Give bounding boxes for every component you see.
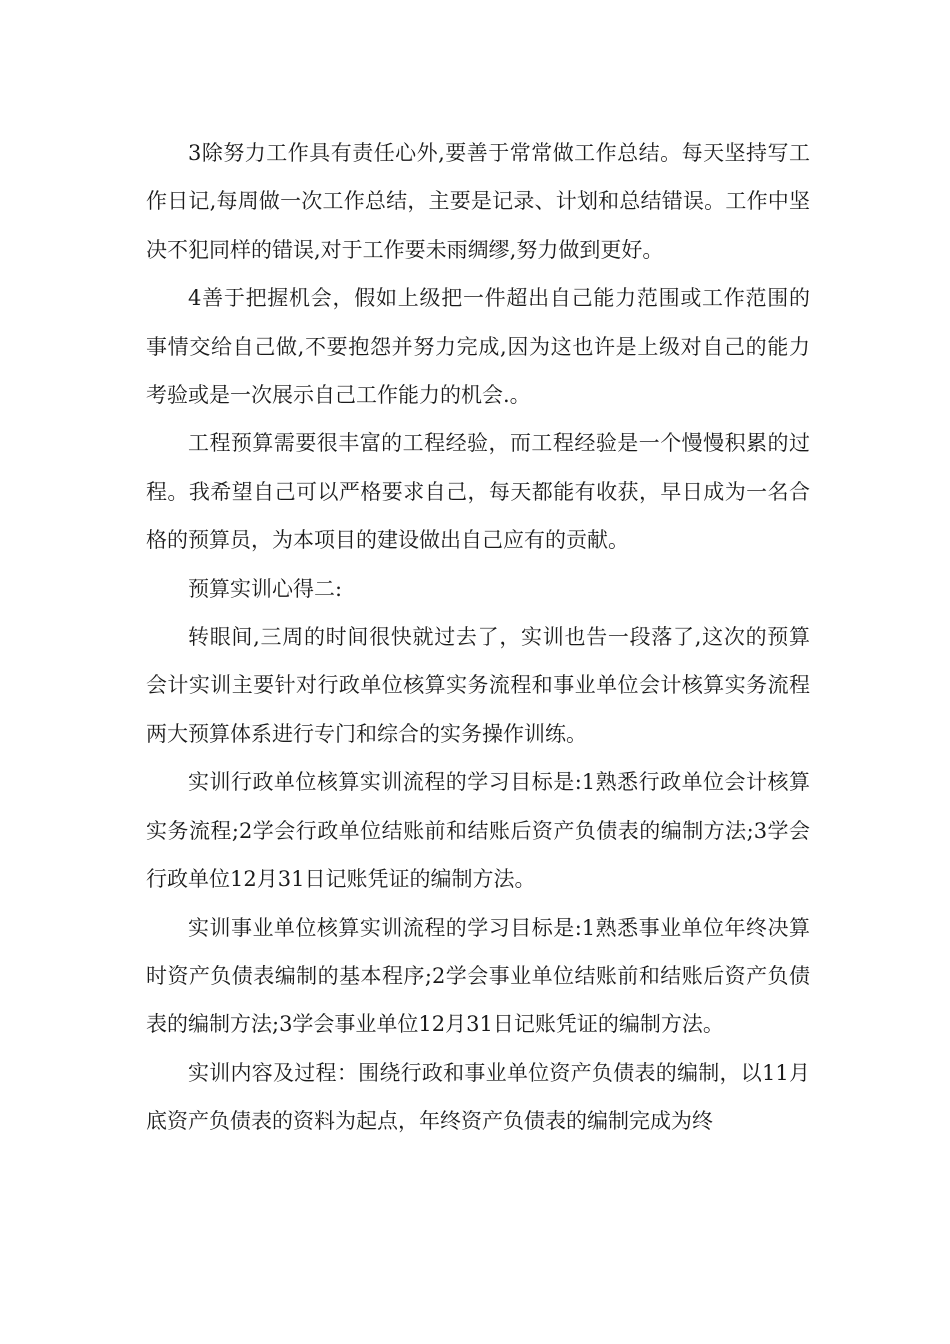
paragraph-admin-unit-goals: 实训行政单位核算实训流程的学习目标是:1熟悉行政单位会计核算实务流程;2学会行政单位结账前和结账后资产负债表的编制方法;3学会行政单位12月31日记账凭证的编制方法。 bbox=[146, 770, 810, 892]
paragraph-seize-opportunity: 4善于把握机会，假如上级把一件超出自己能力范围或工作范围的事情交给自己做,不要抱怨并努力完成,因为这也许是上级对自己的能力考验或是一次展示自己工作能力的机会.。 bbox=[146, 286, 810, 408]
paragraph-training-content: 实训内容及过程：围绕行政和事业单位资产负债表的编制，以11月底资产负债表的资料为起点，年终资产负债表的编制完成为终 bbox=[146, 1060, 810, 1134]
paragraph-training-overview: 转眼间,三周的时间很快就过去了，实训也告一段落了,这次的预算会计实训主要针对行政单位核算实务流程和事业单位会计核算实务流程两大预算体系进行专门和综合的实务操作训练。 bbox=[146, 625, 810, 746]
document-body bbox=[146, 129, 810, 1146]
section-heading-reflection-two: 预算实训心得二: bbox=[188, 576, 343, 601]
paragraph-summary-habit: 3除努力工作具有责任心外,要善于常常做工作总结。每天坚持写工作日记,每周做一次工作总结，主要是记录、计划和总结错误。工作中坚决不犯同样的错误,对于工作要未雨绸缪,努力做到更好。 bbox=[146, 141, 810, 262]
paragraph-experience: 工程预算需要很丰富的工程经验，而工程经验是一个慢慢积累的过程。我希望自己可以严格要求自己，每天都能有收获，早日成为一名合格的预算员，为本项目的建设做出自己应有的贡献。 bbox=[146, 431, 810, 553]
paragraph-public-unit-goals: 实训事业单位核算实训流程的学习目标是:1熟悉事业单位年终决算时资产负债表编制的基本程序;2学会事业单位结账前和结账后资产负债表的编制方法;3学会事业单位12月31日记账凭证的编制方法。 bbox=[146, 915, 810, 1037]
